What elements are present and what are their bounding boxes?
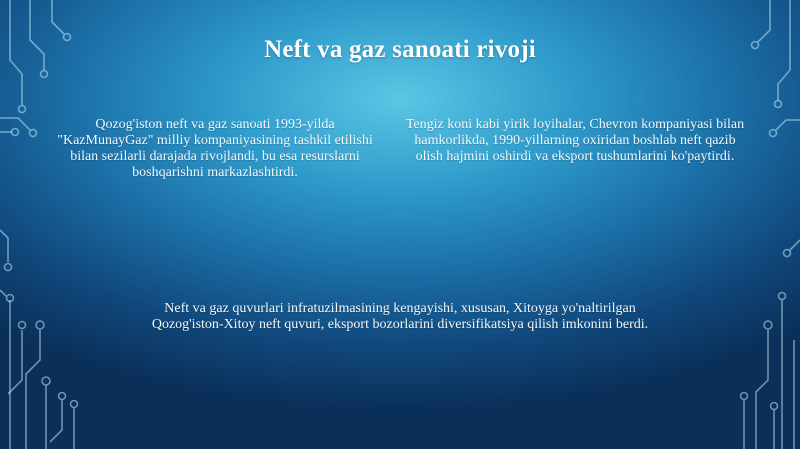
paragraph-left: Qozog'iston neft va gaz sanoati 1993-yilda "KazMunayGaz" milliy kompaniyasining tashkil etilishi bilan sezilarli darajada rivojlandi, bu esa resurslarni boshqarishni markazlashtirdi. [57,117,373,180]
circuit-lines-icon-bottom-right [741,240,800,449]
slide-title: Neft va gaz sanoati rivoji [264,36,536,63]
circuit-lines-icon-bottom-left [0,230,78,449]
circuit-lines-icon-top-right [752,0,800,137]
paragraph-right: Tengiz koni kabi yirik loyihalar, Chevron kompaniyasi bilan hamkorlikda, 1990-yillarning oxiridan boshlab neft qazib olish hajmini oshirdi va eksport tushumlarini ko'paytirdi. [405,117,745,164]
paragraph-bottom: Neft va gaz quvurlari infratuzilmasining kengayishi, xususan, Xitoyga yo'naltirilgan Qozog'iston-Xitoy neft quvuri, eksport bozorlarini diversifikatsiya qilish imkonini berdi. [151,301,649,332]
